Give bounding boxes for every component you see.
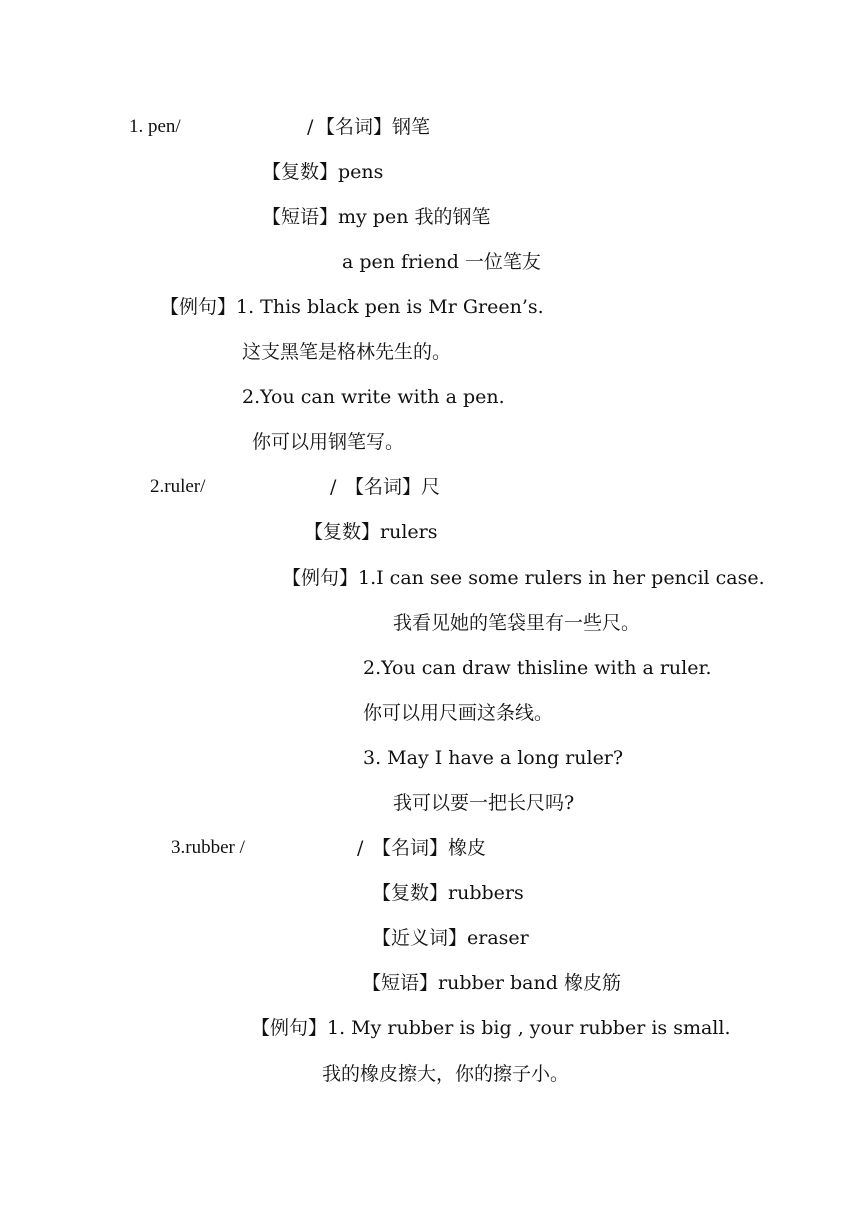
entry-2-example-1-zh: 我看见她的笔袋里有一些尺。 [393,612,641,634]
entry-3-phrase-1: 【短语】rubber band 橡皮筋 [362,972,621,994]
entry-2-example-2-en: 2.You can draw thisline with a ruler. [363,657,712,679]
entry-1-slash: / [307,116,314,138]
entry-1-headword: 1. pen/ [129,116,181,137]
entry-2-example-3-en: 3. May I have a long ruler? [363,747,624,769]
entry-1-example-2-en: 2.You can write with a pen. [242,386,505,408]
entry-3-plural: 【复数】rubbers [372,882,524,904]
entry-2-example-1-en: 【例句】1.I can see some rulers in her pencil case. [282,567,765,589]
entry-3-synonym: 【近义词】eraser [372,927,529,949]
entry-3-definition: 【名词】橡皮 [372,837,487,859]
entry-3-example-1-zh: 我的橡皮擦大，你的擦子小。 [322,1063,570,1085]
entry-1-example-1-en: 【例句】1. This black pen is Mr Green’s. [160,296,544,318]
entry-2-slash: / [330,476,337,498]
entry-1-example-1-zh: 这支黑笔是格林先生的。 [242,341,452,363]
entry-2-headword: 2.ruler/ [150,476,206,497]
entry-3-example-1-en: 【例句】1. My rubber is big , your rubber is small. [251,1017,731,1039]
entry-1-plural: 【复数】pens [262,161,384,183]
entry-1-phrase-1: 【短语】my pen 我的钢笔 [262,206,491,228]
entry-2-example-3-zh: 我可以要一把长尺吗? [393,792,575,814]
entry-2-definition: 【名词】尺 [345,476,441,498]
entry-2-plural: 【复数】rulers [304,521,438,543]
entry-1-phrase-2: a pen friend 一位笔友 [342,251,541,273]
entry-3-headword: 3.rubber / [171,837,245,858]
entry-1-definition: 【名词】钢笔 [316,116,431,138]
entry-3-slash: / [357,837,364,859]
entry-1-example-2-zh: 你可以用钢笔写。 [252,431,405,453]
entry-2-example-2-zh: 你可以用尺画这条线。 [363,702,554,724]
